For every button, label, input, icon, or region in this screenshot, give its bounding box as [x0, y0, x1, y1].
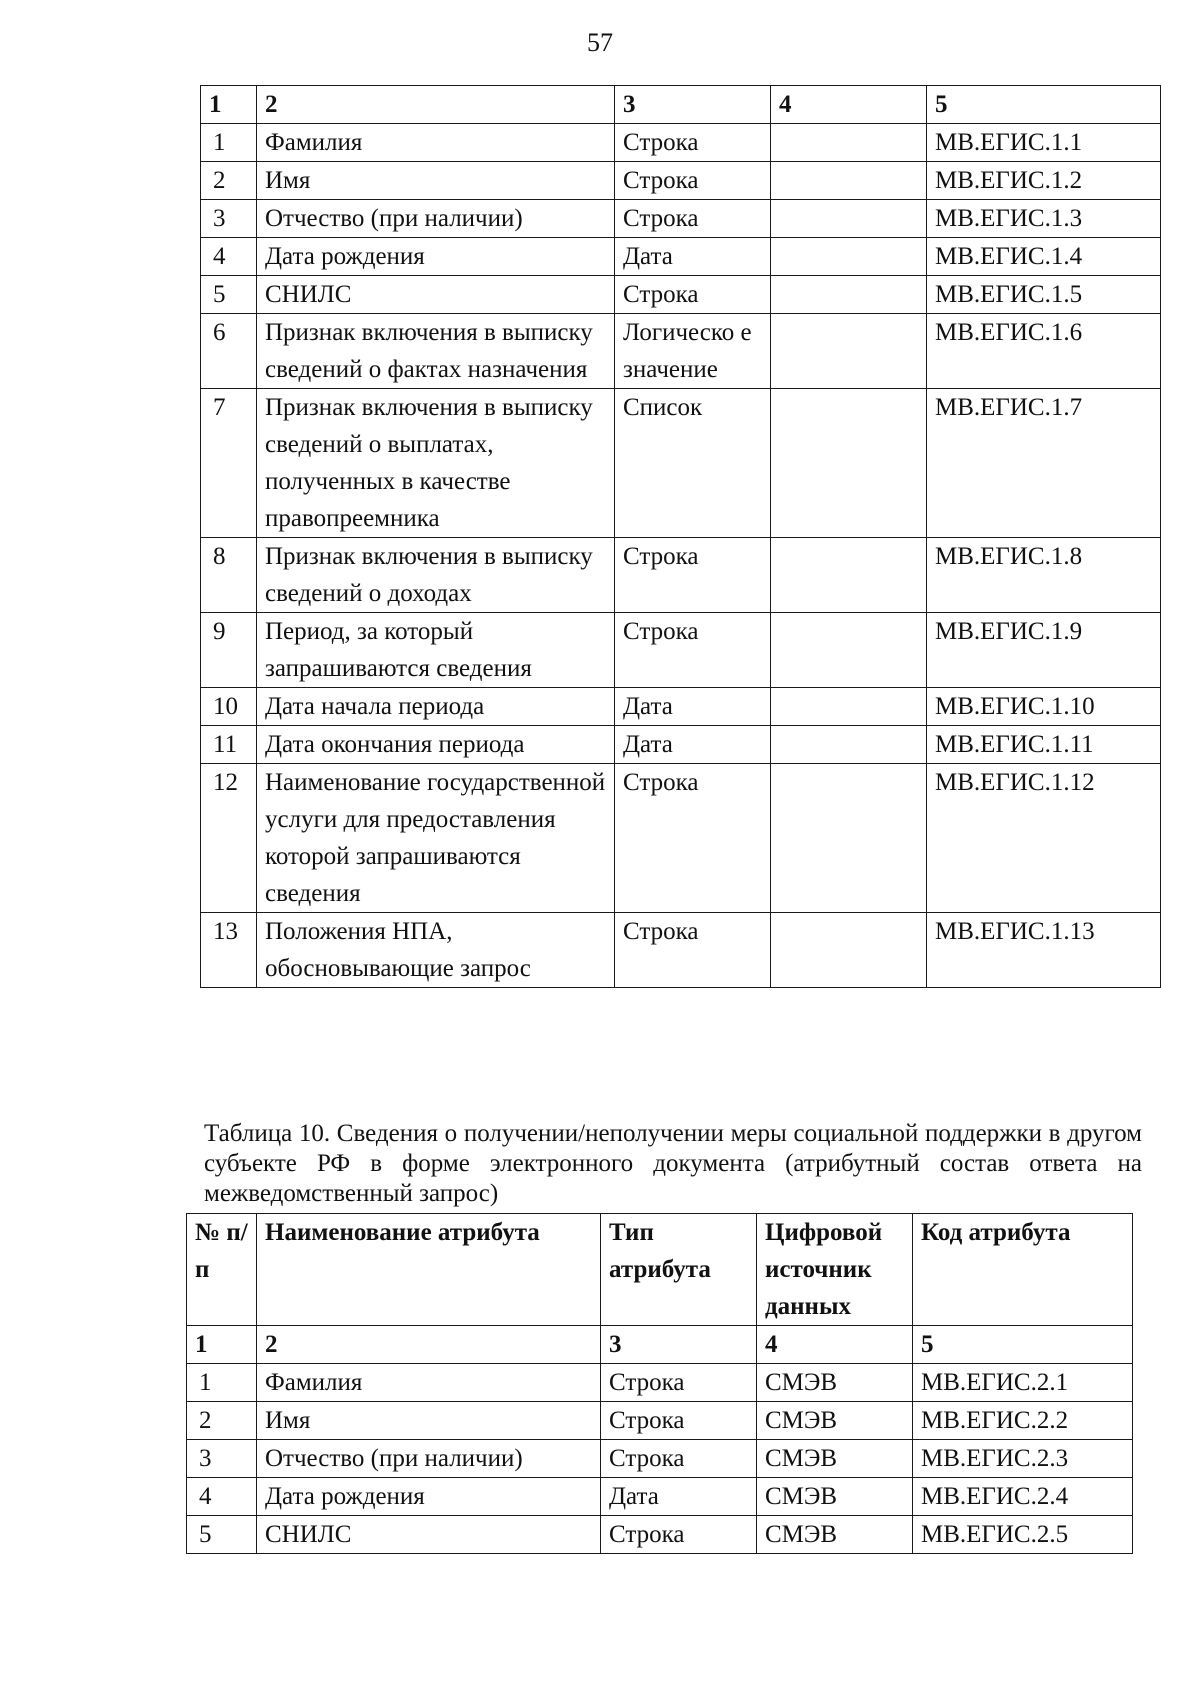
- table-row: [201, 913, 1161, 988]
- table-row: [201, 238, 1161, 276]
- data-source-cell: [771, 764, 927, 913]
- attribute-name-cell: Имя: [257, 162, 615, 200]
- attribute-type-cell: Строка: [601, 1516, 757, 1554]
- attribute-name-cell: Период, за который запрашиваются сведения: [257, 613, 615, 688]
- attribute-code-cell: МВ.ЕГИС.1.10: [927, 688, 1161, 726]
- header-source-cell: Цифровой источник данных: [757, 1214, 913, 1326]
- row-number-cell: 5: [201, 276, 257, 314]
- row-number-cell: 3: [201, 200, 257, 238]
- attribute-name-cell: Дата рождения: [257, 238, 615, 276]
- row-number-cell: 10: [201, 688, 257, 726]
- attribute-code-cell: МВ.ЕГИС.1.12: [927, 764, 1161, 913]
- attribute-type-cell: Дата: [615, 238, 771, 276]
- attribute-name-cell: СНИЛС: [257, 276, 615, 314]
- column-number-cell: 1: [187, 1326, 257, 1364]
- table-caption: Таблица 10. Сведения о получении/неполучении меры социальной поддержки в другом субъекте РФ в форме электронного документа (атрибутный состав ответа на межведомственный запрос): [204, 1120, 1142, 1207]
- data-source-cell: [771, 726, 927, 764]
- attribute-name-cell: Фамилия: [257, 1364, 601, 1402]
- attribute-type-cell: Строка: [601, 1364, 757, 1402]
- column-number-cell: 5: [913, 1326, 1133, 1364]
- table-row: [201, 764, 1161, 913]
- table-row: [187, 1516, 1133, 1554]
- table-row: [201, 314, 1161, 389]
- column-number-cell: 4: [771, 86, 927, 124]
- attribute-type-cell: Строка: [601, 1402, 757, 1440]
- column-number-cell: 3: [601, 1326, 757, 1364]
- table-row: [201, 276, 1161, 314]
- table-row: [201, 124, 1161, 162]
- attribute-type-cell: Строка: [601, 1440, 757, 1478]
- attribute-type-cell: Строка: [615, 764, 771, 913]
- column-number-cell: 2: [257, 1326, 601, 1364]
- row-number-cell: 11: [201, 726, 257, 764]
- table-row: [201, 200, 1161, 238]
- attribute-type-cell: Список: [615, 389, 771, 538]
- row-number-cell: 1: [187, 1364, 257, 1402]
- table-row: [187, 1440, 1133, 1478]
- data-source-cell: [771, 162, 927, 200]
- row-number-cell: 12: [201, 764, 257, 913]
- attribute-type-cell: Строка: [615, 124, 771, 162]
- table-header-row: [187, 1214, 1133, 1326]
- attribute-name-cell: Дата рождения: [257, 1478, 601, 1516]
- attribute-code-cell: МВ.ЕГИС.1.8: [927, 538, 1161, 613]
- attribute-name-cell: Положения НПА, обосновывающие запрос: [257, 913, 615, 988]
- attribute-code-cell: МВ.ЕГИС.1.11: [927, 726, 1161, 764]
- table-row: [201, 688, 1161, 726]
- attribute-name-cell: Признак включения в выписку сведений о фактах назначения: [257, 314, 615, 389]
- column-number-cell: 2: [257, 86, 615, 124]
- table-row: [201, 162, 1161, 200]
- attribute-name-cell: Дата начала периода: [257, 688, 615, 726]
- row-number-cell: 5: [187, 1516, 257, 1554]
- attribute-code-cell: МВ.ЕГИС.1.5: [927, 276, 1161, 314]
- table-header-numbers-row: [201, 86, 1161, 124]
- row-number-cell: 6: [201, 314, 257, 389]
- column-number-cell: 1: [201, 86, 257, 124]
- header-type-cell: Тип атрибута: [601, 1214, 757, 1326]
- attribute-type-cell: Логическо е значение: [615, 314, 771, 389]
- attribute-code-cell: МВ.ЕГИС.2.5: [913, 1516, 1133, 1554]
- data-source-cell: [771, 389, 927, 538]
- row-number-cell: 8: [201, 538, 257, 613]
- row-number-cell: 4: [201, 238, 257, 276]
- attribute-code-cell: МВ.ЕГИС.1.4: [927, 238, 1161, 276]
- column-number-cell: 4: [757, 1326, 913, 1364]
- table-row: [187, 1364, 1133, 1402]
- attribute-type-cell: Дата: [615, 688, 771, 726]
- attribute-name-cell: Дата окончания периода: [257, 726, 615, 764]
- row-number-cell: 2: [187, 1402, 257, 1440]
- attribute-code-cell: МВ.ЕГИС.2.2: [913, 1402, 1133, 1440]
- data-source-cell: [771, 124, 927, 162]
- attribute-type-cell: Строка: [615, 613, 771, 688]
- row-number-cell: 1: [201, 124, 257, 162]
- row-number-cell: 2: [201, 162, 257, 200]
- attribute-code-cell: МВ.ЕГИС.2.3: [913, 1440, 1133, 1478]
- attribute-type-cell: Дата: [601, 1478, 757, 1516]
- attribute-code-cell: МВ.ЕГИС.2.4: [913, 1478, 1133, 1516]
- attribute-name-cell: Отчество (при наличии): [257, 1440, 601, 1478]
- row-number-cell: 9: [201, 613, 257, 688]
- attribute-code-cell: МВ.ЕГИС.1.6: [927, 314, 1161, 389]
- table-row: [201, 726, 1161, 764]
- attribute-type-cell: Строка: [615, 538, 771, 613]
- attribute-type-cell: Строка: [615, 276, 771, 314]
- data-source-cell: СМЭВ: [757, 1516, 913, 1554]
- attribute-name-cell: СНИЛС: [257, 1516, 601, 1554]
- table-row: [201, 389, 1161, 538]
- attribute-name-cell: Наименование государственной услуги для предоставления которой запрашиваются сведения: [257, 764, 615, 913]
- data-source-cell: СМЭВ: [757, 1402, 913, 1440]
- table-row: [187, 1402, 1133, 1440]
- attribute-name-cell: Фамилия: [257, 124, 615, 162]
- attribute-type-cell: Строка: [615, 913, 771, 988]
- table-header-numbers-row: [187, 1326, 1133, 1364]
- data-source-cell: [771, 238, 927, 276]
- data-source-cell: СМЭВ: [757, 1478, 913, 1516]
- data-source-cell: [771, 913, 927, 988]
- attribute-name-cell: Имя: [257, 1402, 601, 1440]
- column-number-cell: 5: [927, 86, 1161, 124]
- attribute-code-cell: МВ.ЕГИС.1.1: [927, 124, 1161, 162]
- header-num-cell: № п/п: [187, 1214, 257, 1326]
- column-number-cell: 3: [615, 86, 771, 124]
- attribute-code-cell: МВ.ЕГИС.2.1: [913, 1364, 1133, 1402]
- data-source-cell: [771, 200, 927, 238]
- table-row: [201, 538, 1161, 613]
- attribute-code-cell: МВ.ЕГИС.1.7: [927, 389, 1161, 538]
- header-code-cell: Код атрибута: [913, 1214, 1133, 1326]
- attribute-code-cell: МВ.ЕГИС.1.9: [927, 613, 1161, 688]
- data-source-cell: СМЭВ: [757, 1440, 913, 1478]
- attributes-table-response: [186, 1213, 1133, 1554]
- row-number-cell: 3: [187, 1440, 257, 1478]
- data-source-cell: СМЭВ: [757, 1364, 913, 1402]
- attribute-code-cell: МВ.ЕГИС.1.13: [927, 913, 1161, 988]
- table-row: [201, 613, 1161, 688]
- row-number-cell: 7: [201, 389, 257, 538]
- page-number: 57: [587, 28, 613, 57]
- data-source-cell: [771, 613, 927, 688]
- row-number-cell: 4: [187, 1478, 257, 1516]
- attribute-name-cell: Отчество (при наличии): [257, 200, 615, 238]
- attributes-table-request: [200, 85, 1161, 988]
- data-source-cell: [771, 538, 927, 613]
- data-source-cell: [771, 314, 927, 389]
- attribute-code-cell: МВ.ЕГИС.1.2: [927, 162, 1161, 200]
- attribute-type-cell: Дата: [615, 726, 771, 764]
- data-source-cell: [771, 688, 927, 726]
- attribute-code-cell: МВ.ЕГИС.1.3: [927, 200, 1161, 238]
- header-name-cell: Наименование атрибута: [257, 1214, 601, 1326]
- attribute-type-cell: Строка: [615, 200, 771, 238]
- attribute-type-cell: Строка: [615, 162, 771, 200]
- attribute-name-cell: Признак включения в выписку сведений о выплатах, полученных в качестве правопреемника: [257, 389, 615, 538]
- attribute-name-cell: Признак включения в выписку сведений о доходах: [257, 538, 615, 613]
- row-number-cell: 13: [201, 913, 257, 988]
- data-source-cell: [771, 276, 927, 314]
- table-row: [187, 1478, 1133, 1516]
